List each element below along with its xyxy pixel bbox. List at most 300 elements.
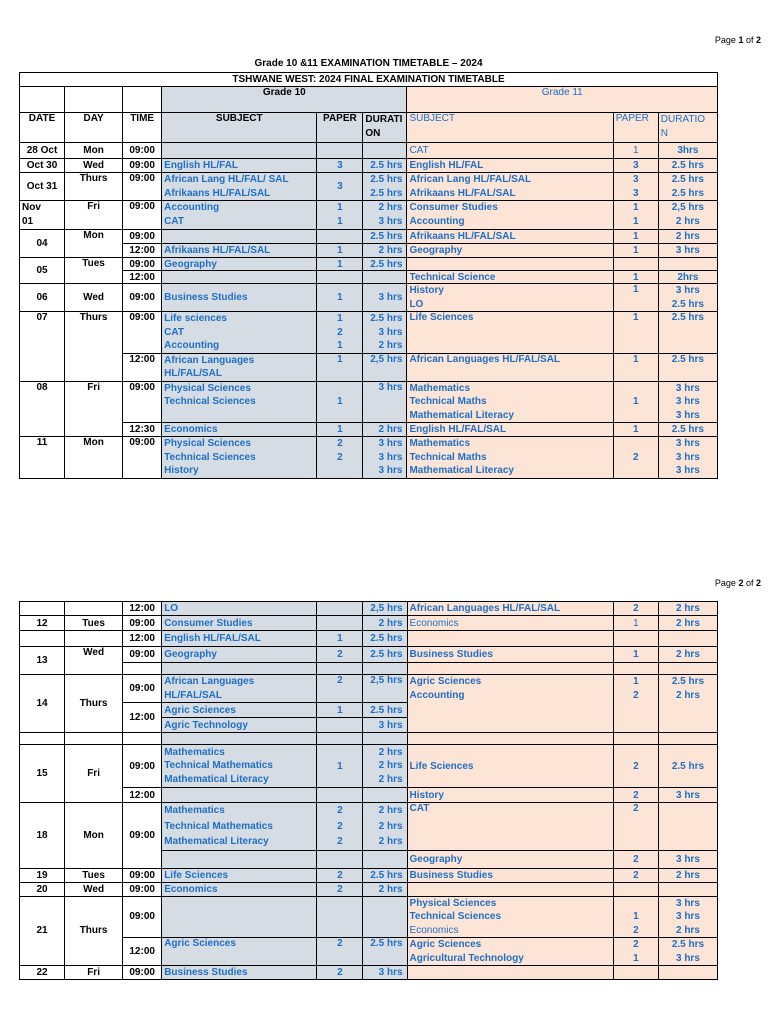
- col-duration-11: DURATIO N: [658, 113, 717, 143]
- table-cell: 2: [317, 647, 363, 663]
- table-cell: Life Sciences: [407, 312, 613, 354]
- table-cell: Business Studies: [407, 647, 613, 663]
- table-cell: Business Studies: [162, 284, 317, 312]
- page-number: Page 2 of 2: [714, 578, 761, 588]
- table-cell: 2.5 hrs: [363, 703, 407, 718]
- table-cell: 12:00: [123, 703, 162, 733]
- table-row: [20, 733, 718, 745]
- table-cell: English HL/FAL: [162, 159, 317, 173]
- table-cell: [658, 631, 717, 647]
- table-cell: 2.5 hrs: [658, 745, 717, 788]
- table-cell: 3 hrs 3 hrs 3 hrs: [363, 437, 407, 479]
- table-cell: 1: [317, 381, 363, 423]
- table-cell: [613, 631, 658, 647]
- table-cell: Economics: [162, 423, 317, 437]
- table-cell: 2 1: [613, 938, 658, 966]
- table-cell: 1: [317, 423, 363, 437]
- table-cell: Mon: [65, 437, 123, 479]
- table-cell: [363, 733, 407, 745]
- table-cell: 20: [20, 882, 65, 896]
- table-cell: Wed: [65, 882, 123, 896]
- table-cell: [20, 602, 65, 616]
- col-time: TIME: [123, 113, 162, 143]
- table-cell: 09:00: [123, 896, 162, 938]
- table-cell: [317, 271, 363, 284]
- table-cell: 3 hrs: [363, 284, 407, 312]
- table-cell: [65, 631, 123, 647]
- table-cell: 1: [613, 312, 658, 354]
- table-cell: 3: [613, 159, 658, 173]
- table-cell: [407, 663, 613, 675]
- table-cell: [20, 631, 65, 647]
- table-cell: Geography: [162, 258, 317, 271]
- page-number: Page 1 of 2: [714, 35, 761, 45]
- table-cell: 1: [613, 143, 658, 159]
- table-cell: [658, 803, 717, 851]
- table-cell: [162, 663, 317, 675]
- table-cell: 05: [20, 258, 65, 284]
- table-cell: 2 hrs: [658, 230, 717, 244]
- table-cell: Fri: [65, 745, 123, 803]
- table-row: [20, 647, 718, 663]
- table-cell: 2 hrs 3 hrs: [363, 201, 407, 230]
- table-cell: 2.5 hrs: [363, 631, 407, 647]
- table-cell: Nov 01: [20, 201, 65, 230]
- table-cell: 2.5 hrs: [363, 159, 407, 173]
- table-row: [20, 788, 718, 803]
- table-row: [20, 143, 718, 159]
- table-cell: [65, 87, 123, 113]
- table-cell: English HL/FAL/SAL: [407, 423, 613, 437]
- table-cell: 2.5 hrs: [658, 312, 717, 354]
- table-cell: 09:00: [123, 616, 162, 631]
- table-cell: 2 2 2: [317, 803, 363, 851]
- table-row: [20, 173, 718, 201]
- table-cell: 1: [613, 647, 658, 663]
- table-cell: [317, 718, 363, 733]
- table-cell: 19: [20, 868, 65, 882]
- table-cell: 09:00: [123, 201, 162, 230]
- table-cell: [162, 271, 317, 284]
- table-cell: 2 hrs: [363, 616, 407, 631]
- table-cell: 1 2: [613, 675, 658, 733]
- table-cell: 12:00: [123, 938, 162, 966]
- col-day: DAY: [65, 113, 123, 143]
- table-row: [20, 244, 718, 258]
- table-cell: African Lang HL/FAL/ SAL Afrikaans HL/FAL/SAL: [162, 173, 317, 201]
- table-cell: 2 hrs: [363, 882, 407, 896]
- table-cell: Fri: [65, 381, 123, 437]
- table-cell: 09:00: [123, 143, 162, 159]
- table-cell: Oct 31: [20, 173, 65, 201]
- table-cell: 1: [317, 284, 363, 312]
- table-cell: Mathematics Technical Maths Mathematical Literacy: [407, 437, 613, 479]
- table-cell: Afrikaans HL/FAL/SAL: [162, 244, 317, 258]
- table-cell: [20, 733, 65, 745]
- table-cell: 3 hrs: [363, 381, 407, 423]
- table-cell: [123, 733, 162, 745]
- table-cell: 1: [317, 258, 363, 271]
- table-cell: 1 1: [613, 201, 658, 230]
- table-cell: Physical Sciences Technical Sciences: [162, 381, 317, 423]
- table-cell: 09:00: [123, 230, 162, 244]
- table-cell: 1: [613, 381, 658, 423]
- table-cell: 3hrs: [658, 143, 717, 159]
- table-cell: Mon: [65, 230, 123, 258]
- table-cell: Agric Sciences Agricultural Technology: [407, 938, 613, 966]
- table-cell: 1: [317, 244, 363, 258]
- table-row: [20, 423, 718, 437]
- table-cell: 2.5 hrs: [363, 938, 407, 966]
- table-cell: 12:00: [123, 244, 162, 258]
- table-cell: Agric Sciences Accounting: [407, 675, 613, 733]
- table-row: [20, 663, 718, 675]
- table-cell: 2 hrs: [658, 616, 717, 631]
- col-paper: PAPER: [317, 113, 363, 143]
- table-cell: 2: [317, 938, 363, 966]
- table-cell: 2.5 hrs: [658, 353, 717, 381]
- table-cell: [613, 258, 658, 271]
- table-cell: [363, 663, 407, 675]
- table-cell: Wed: [65, 284, 123, 312]
- table-cell: [407, 882, 613, 896]
- table-cell: 09:00: [123, 284, 162, 312]
- table-cell: [162, 896, 317, 938]
- table-row: [20, 896, 718, 938]
- table-cell: 2 hrs: [658, 602, 717, 616]
- timetable-page-1: [19, 72, 718, 479]
- table-cell: 2.5 hrs 2.5 hrs: [658, 173, 717, 201]
- table-cell: Wed: [65, 647, 123, 675]
- table-cell: [613, 733, 658, 745]
- col-subject-11: SUBJECT: [407, 113, 613, 143]
- table-cell: 2: [613, 803, 658, 851]
- table-cell: History LO: [407, 284, 613, 312]
- table-row: [20, 312, 718, 354]
- table-cell: [658, 663, 717, 675]
- table-cell: Thurs: [65, 896, 123, 966]
- table-cell: [123, 87, 162, 113]
- table-cell: LO: [162, 602, 317, 616]
- table-cell: 12:00: [123, 353, 162, 381]
- table-cell: 3 hrs 3 hrs 3 hrs: [658, 437, 717, 479]
- table-row: [20, 284, 718, 312]
- table-cell: [317, 896, 363, 938]
- grade11-header: Grade 11: [407, 87, 718, 113]
- table-cell: Thurs: [65, 173, 123, 201]
- table-cell: 2,5 hrs 2 hrs: [658, 201, 717, 230]
- table-cell: 3: [317, 159, 363, 173]
- grade10-header: Grade 10: [162, 87, 407, 113]
- table-cell: Life Sciences: [407, 745, 613, 788]
- table-cell: 12:30: [123, 423, 162, 437]
- table-cell: African Lang HL/FAL/SAL Afrikaans HL/FAL/SAL: [407, 173, 613, 201]
- table-cell: 22: [20, 966, 65, 980]
- table-cell: [363, 788, 407, 803]
- table-cell: 2: [317, 882, 363, 896]
- table-row: [20, 868, 718, 882]
- table-cell: 2 hrs 2 hrs 2 hrs: [363, 803, 407, 851]
- table-cell: [65, 602, 123, 616]
- table-cell: [317, 850, 363, 868]
- table-cell: 1: [317, 353, 363, 381]
- table-cell: 3 3: [613, 173, 658, 201]
- table-cell: 07: [20, 312, 65, 382]
- table-row: [20, 745, 718, 788]
- table-cell: 09:00: [123, 803, 162, 869]
- table-cell: Tues: [65, 258, 123, 284]
- table-cell: [407, 733, 613, 745]
- table-cell: 28 Oct: [20, 143, 65, 159]
- table-cell: 15: [20, 745, 65, 803]
- table-cell: 1 2: [613, 896, 658, 938]
- table-cell: 2: [613, 745, 658, 788]
- table-row: [20, 616, 718, 631]
- table-cell: [658, 258, 717, 271]
- table-cell: Economics: [162, 882, 317, 896]
- table-cell: [162, 850, 317, 868]
- table-cell: 2: [613, 437, 658, 479]
- table-cell: 2,5 hrs: [363, 602, 407, 616]
- table-cell: CAT: [407, 803, 613, 851]
- table-cell: 2.5 hrs 3 hrs: [658, 938, 717, 966]
- table-cell: [407, 631, 613, 647]
- table-cell: 2.5 hrs 2 hrs: [658, 675, 717, 733]
- table-cell: [317, 616, 363, 631]
- table-cell: [363, 143, 407, 159]
- table-cell: 3 hrs: [658, 788, 717, 803]
- table-cell: 2: [613, 602, 658, 616]
- table-cell: 2: [613, 868, 658, 882]
- table-cell: Mon: [65, 143, 123, 159]
- table-cell: 14: [20, 675, 65, 733]
- table-cell: 2: [613, 850, 658, 868]
- table-cell: 2 2: [317, 437, 363, 479]
- table-cell: 1 1: [317, 201, 363, 230]
- table-cell: 2,5 hrs: [363, 353, 407, 381]
- table-cell: Physical Sciences Technical Sciences Economics: [407, 896, 613, 938]
- table-cell: 1: [317, 745, 363, 788]
- table-cell: 3 hrs 3 hrs 2 hrs: [658, 896, 717, 938]
- table-cell: [363, 271, 407, 284]
- table-cell: [123, 663, 162, 675]
- table-cell: Thurs: [65, 675, 123, 733]
- table-cell: 09:00: [123, 258, 162, 271]
- table-cell: Agric Technology: [162, 718, 317, 733]
- table-cell: 2,5 hrs: [363, 675, 407, 703]
- table-cell: African Languages HL/FAL/SAL: [407, 353, 613, 381]
- table-cell: 2.5 hrs: [363, 647, 407, 663]
- table-cell: 1: [613, 616, 658, 631]
- table-cell: [65, 733, 123, 745]
- table-cell: 1: [613, 353, 658, 381]
- table-cell: [363, 850, 407, 868]
- table-cell: Tues: [65, 868, 123, 882]
- table-cell: 3 hrs: [658, 850, 717, 868]
- table-cell: Mathematics Technical Maths Mathematical Literacy: [407, 381, 613, 423]
- table-cell: Business Studies: [162, 966, 317, 980]
- table-cell: African Languages HL/FAL/SAL: [162, 353, 317, 381]
- table-cell: African Languages HL/FAL/SAL: [162, 675, 317, 703]
- table-cell: 09:00: [123, 675, 162, 703]
- table-cell: 12:00: [123, 631, 162, 647]
- table-cell: 06: [20, 284, 65, 312]
- table-cell: 2.5 hrs 2.5 hrs: [363, 173, 407, 201]
- col-duration: DURATI ON: [363, 113, 407, 143]
- table-cell: 09:00: [123, 882, 162, 896]
- table-cell: Geography: [407, 850, 613, 868]
- table-cell: 2.5 hrs: [363, 868, 407, 882]
- table-cell: 2 hrs: [658, 868, 717, 882]
- table-cell: 1: [613, 423, 658, 437]
- table-cell: Geography: [407, 244, 613, 258]
- table-cell: [317, 230, 363, 244]
- table-cell: 09:00: [123, 437, 162, 479]
- table-cell: 09:00: [123, 381, 162, 423]
- table-cell: 3 hrs 3 hrs 3 hrs: [658, 381, 717, 423]
- table-cell: 3 hrs: [363, 718, 407, 733]
- table-cell: 04: [20, 230, 65, 258]
- table-cell: [162, 143, 317, 159]
- table-cell: 2.5 hrs: [658, 159, 717, 173]
- document-title: Grade 10 &11 EXAMINATION TIMETABLE – 2024: [254, 58, 483, 69]
- table-row: [20, 201, 718, 230]
- table-cell: 21: [20, 896, 65, 966]
- table-cell: 08: [20, 381, 65, 437]
- table-cell: [317, 143, 363, 159]
- table-cell: [613, 966, 658, 980]
- table-cell: African Languages HL/FAL/SAL: [407, 602, 613, 616]
- table-cell: Agric Sciences: [162, 938, 317, 966]
- table-row: [20, 803, 718, 851]
- table-row: [20, 966, 718, 980]
- table-cell: History: [407, 788, 613, 803]
- table-row: [20, 258, 718, 271]
- table-row: [20, 938, 718, 966]
- table-cell: 3 hrs: [363, 966, 407, 980]
- table-cell: Technical Science: [407, 271, 613, 284]
- table-row: [20, 882, 718, 896]
- table-cell: 3 hrs 2.5 hrs: [658, 284, 717, 312]
- table-cell: 09:00: [123, 966, 162, 980]
- table-cell: Oct 30: [20, 159, 65, 173]
- table-cell: [658, 966, 717, 980]
- table-cell: [162, 230, 317, 244]
- table-cell: [658, 733, 717, 745]
- table-cell: 2: [317, 868, 363, 882]
- table-cell: [317, 663, 363, 675]
- table-cell: Consumer Studies: [162, 616, 317, 631]
- table-row: [20, 631, 718, 647]
- table-cell: CAT: [407, 143, 613, 159]
- timetable-page-2: [19, 601, 718, 980]
- table-cell: [658, 882, 717, 896]
- table-cell: 09:00: [123, 745, 162, 788]
- table-cell: 2 hrs 2 hrs 2 hrs: [363, 745, 407, 788]
- table-cell: 2: [317, 675, 363, 703]
- table-cell: Economics: [407, 616, 613, 631]
- table-cell: 3: [317, 173, 363, 201]
- table-cell: Fri: [65, 201, 123, 230]
- table-cell: 2.5 hrs: [363, 258, 407, 271]
- table-cell: 2 hrs: [658, 647, 717, 663]
- table-cell: 1: [613, 244, 658, 258]
- table-cell: Accounting CAT: [162, 201, 317, 230]
- table-cell: 09:00: [123, 173, 162, 201]
- table-cell: 1: [317, 703, 363, 718]
- table-row: [20, 271, 718, 284]
- table-cell: [317, 788, 363, 803]
- table-cell: 2.5 hrs: [363, 230, 407, 244]
- table-row: [20, 437, 718, 479]
- table-cell: Agric Sciences: [162, 703, 317, 718]
- table-cell: 1: [613, 284, 658, 312]
- table-cell: 09:00: [123, 312, 162, 354]
- table-cell: 2 hrs: [363, 423, 407, 437]
- table-cell: 2: [613, 788, 658, 803]
- table-cell: [363, 896, 407, 938]
- table-cell: [20, 87, 65, 113]
- table-cell: Mon: [65, 803, 123, 869]
- table-cell: 12:00: [123, 788, 162, 803]
- table-row: [20, 159, 718, 173]
- table-cell: Business Studies: [407, 868, 613, 882]
- col-subject: SUBJECT: [162, 113, 317, 143]
- table-cell: Thurs: [65, 312, 123, 382]
- table-cell: Wed: [65, 159, 123, 173]
- table-cell: 09:00: [123, 159, 162, 173]
- col-paper-11: PAPER: [613, 113, 658, 143]
- table-cell: 1 2 1: [317, 312, 363, 354]
- table-cell: 1: [613, 230, 658, 244]
- table-cell: English HL/FAL: [407, 159, 613, 173]
- timetable-subtitle: TSHWANE WEST: 2024 FINAL EXAMINATION TIMETABLE: [20, 73, 718, 87]
- table-cell: 11: [20, 437, 65, 479]
- table-cell: 13: [20, 647, 65, 675]
- col-date: DATE: [20, 113, 65, 143]
- table-cell: Life Sciences: [162, 868, 317, 882]
- table-row: [20, 602, 718, 616]
- table-cell: Physical Sciences Technical Sciences History: [162, 437, 317, 479]
- table-cell: Life sciences CAT Accounting: [162, 312, 317, 354]
- table-cell: 12: [20, 616, 65, 631]
- table-cell: 12:00: [123, 602, 162, 616]
- table-cell: Afrikaans HL/FAL/SAL: [407, 230, 613, 244]
- table-cell: Mathematics Technical Mathematics Mathematical Literacy: [162, 803, 317, 851]
- table-cell: 2.5 hrs 3 hrs 2 hrs: [363, 312, 407, 354]
- table-cell: [407, 966, 613, 980]
- table-cell: [317, 602, 363, 616]
- table-cell: Fri: [65, 966, 123, 980]
- table-cell: [317, 733, 363, 745]
- table-row: [20, 353, 718, 381]
- table-cell: [162, 733, 317, 745]
- table-cell: 09:00: [123, 868, 162, 882]
- table-cell: 2 hrs: [363, 244, 407, 258]
- table-cell: 2hrs: [658, 271, 717, 284]
- table-cell: Consumer Studies Accounting: [407, 201, 613, 230]
- table-row: [20, 230, 718, 244]
- table-cell: 09:00: [123, 647, 162, 663]
- table-cell: 2: [317, 966, 363, 980]
- table-cell: 1: [317, 631, 363, 647]
- table-cell: [407, 258, 613, 271]
- table-cell: [613, 882, 658, 896]
- table-cell: 12:00: [123, 271, 162, 284]
- table-row: [20, 381, 718, 423]
- table-row: [20, 675, 718, 703]
- table-cell: 3 hrs: [658, 244, 717, 258]
